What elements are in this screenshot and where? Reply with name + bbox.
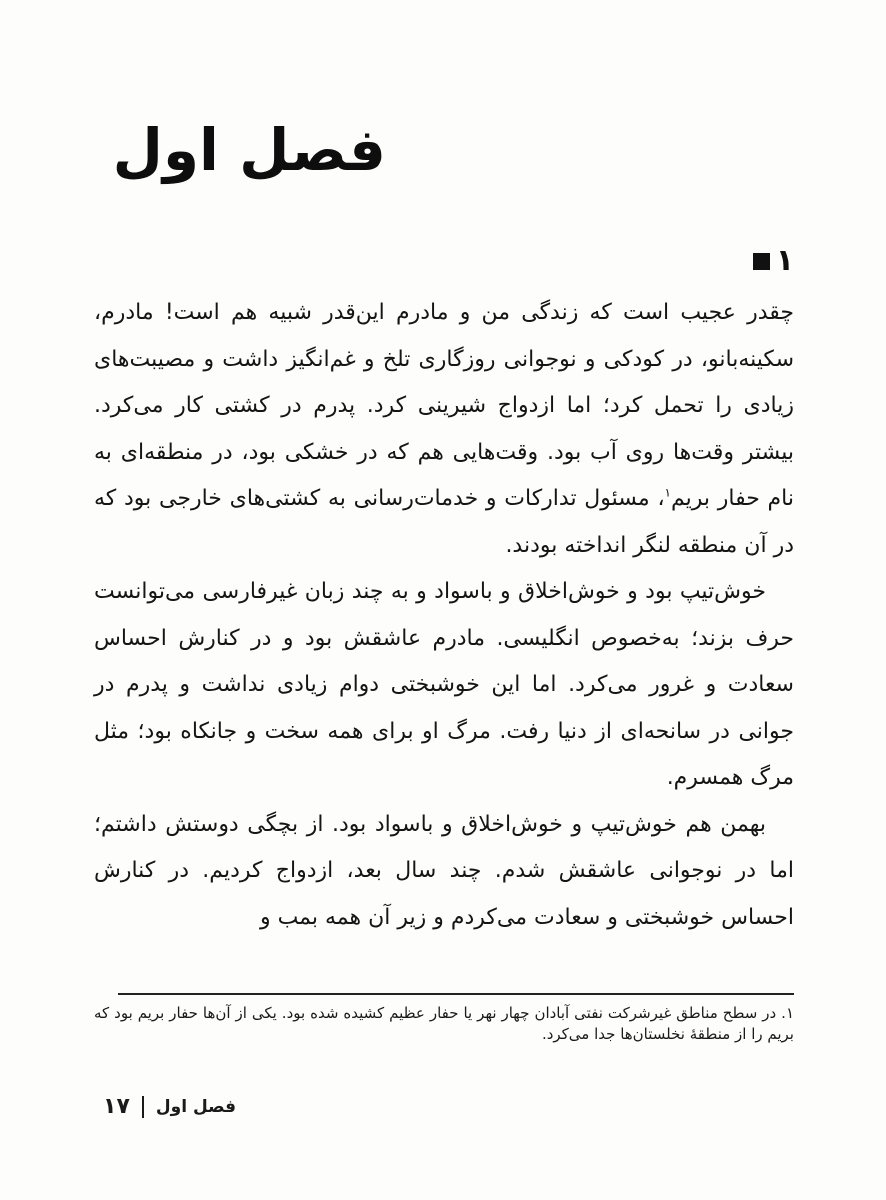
section-square-icon [753, 253, 770, 270]
paragraph-3: بهمن هم خوش‌تیپ و خوش‌اخلاق و باسواد بود. از بچگی دوستش داشتم؛ اما در نوجوانی عاشقش شدم. چند سال بعد، ازدواج کردیم. در کنارش احساس خوشبختی و سعادت می‌کردم و زیر آن همه بمب و [94, 811, 794, 930]
footer-chapter-title: فصل اول [155, 1096, 236, 1117]
body-text [94, 290, 794, 941]
section-number: ۱ [775, 243, 794, 278]
running-footer [103, 1094, 236, 1119]
paragraph-2: خوش‌تیپ بود و خوش‌اخلاق و باسواد و به چند زبان غیرفارسی می‌توانست حرف بزند؛ به‌خصوص انگلیسی. مادرم عاشقش بود و در کنارش احساس سعادت و غرور می‌کرد. اما این خوشبختی دوام زیادی نداشت و پدرم در جوانی در سانحه‌ای از دنیا رفت. مرگ او برای همه سخت و جانکاه بود؛ مثل مرگ همسرم. [94, 579, 794, 790]
footnote-reference: ۱ [664, 485, 671, 500]
footnote [94, 1003, 794, 1045]
paragraph-1 [94, 290, 794, 569]
page-number: ۱۷ [103, 1094, 130, 1119]
paragraph-1-part-2: ، مسئول تدارکات و خدمات‌رسانی به کشتی‌های خارجی بود که در آن منطقه لنگر انداخته بودند. [94, 486, 794, 558]
footnote-divider [118, 993, 794, 995]
chapter-title: فصل اول [112, 116, 386, 184]
footnote-text: ۱. در سطح مناطق غیرشرکت نفتی آبادان چهار نهر یا حفار عظیم کشیده شده بود. یکی از آن‌ها حفار بریم بود که بریم را از منطقهٔ نخلستان‌ها جدا می‌کرد. [94, 1004, 794, 1043]
section-marker [753, 244, 794, 278]
paragraph-1-part-1: چقدر عجیب است که زندگی من و مادرم این‌قدر شبیه هم است! مادرم، سکینه‌بانو، در کودکی و نوجوانی روزگاری تلخ و غم‌انگیز داشت و مصیبت‌های زیادی را تحمل کرد؛ اما ازدواج شیرینی کرد. پدرم در کشتی کار می‌کرد. بیشتر وقت‌ها روی آب بود. وقت‌هایی هم که در خشکی بود، در منطقه‌ای به نام حفار بریم [94, 300, 795, 511]
footer-separator [142, 1096, 144, 1118]
